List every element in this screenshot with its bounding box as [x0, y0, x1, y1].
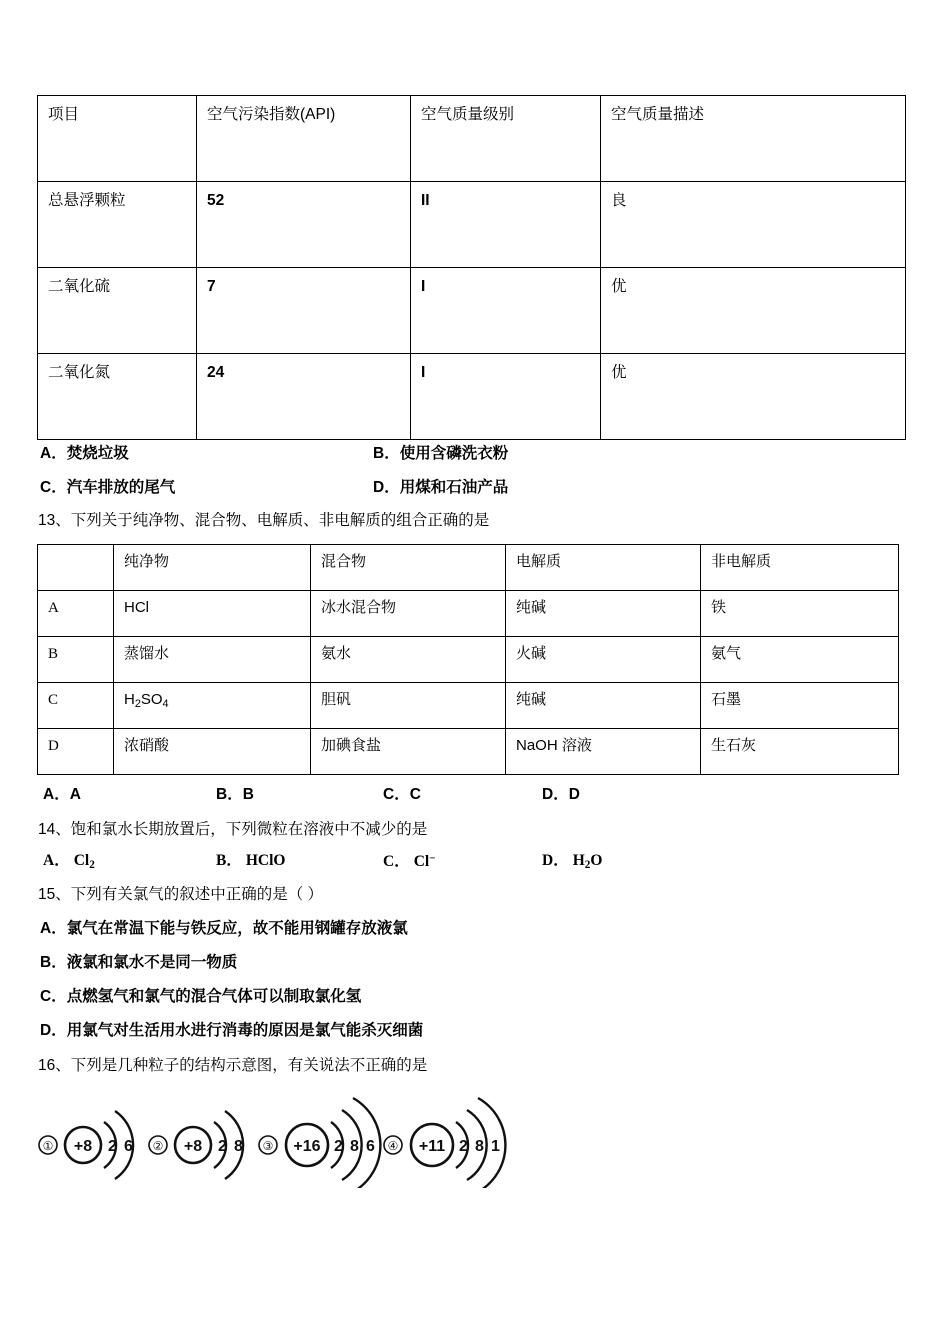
formula-h2so4: $H_2SO_4$ [124, 691, 169, 711]
atom-4-shell-3: 1 [491, 1138, 500, 1155]
q14-option-a-formula: $Cl_2$ [73, 852, 95, 872]
table-row [38, 182, 906, 268]
atom-4-shell-2: 8 [475, 1138, 484, 1155]
table-row [38, 354, 906, 440]
air-quality-table [37, 95, 906, 440]
cell-electrolyte: 纯碱 [506, 591, 701, 637]
header-cell-mixture: 混合物 [311, 545, 506, 591]
cell-pure: 蒸馏水 [114, 637, 311, 683]
cell-item: 总悬浮颗粒 [38, 182, 197, 268]
header-cell-desc: 空气质量描述 [601, 96, 906, 182]
cell-electrolyte: 火碱 [506, 637, 701, 683]
cell-pure: HCl [114, 591, 311, 637]
table-header-row [38, 96, 906, 182]
header-cell-electrolyte: 电解质 [506, 545, 701, 591]
cell-electrolyte: NaOH 溶液 [506, 729, 701, 775]
cell-row-letter: B [38, 637, 114, 683]
cell-nonelectrolyte: 生石灰 [701, 729, 899, 775]
cell-mixture: 氨水 [311, 637, 506, 683]
header-cell-api: 空气污染指数(API) [197, 96, 411, 182]
table-row [38, 268, 906, 354]
header-cell-item: 项目 [38, 96, 197, 182]
header-cell-pure: 纯净物 [114, 545, 311, 591]
atom-diagram-4-svg [381, 1088, 521, 1188]
q13-stem: 13、下列关于纯净物、混合物、电解质、非电解质的组合正确的是 [38, 512, 490, 529]
q14-option-b-label: B． [216, 852, 242, 869]
q14-option-d-label: D． [542, 852, 569, 869]
substances-table [37, 544, 899, 775]
q12-option-b[interactable]: B．使用含磷洗衣粉 [373, 445, 509, 462]
q13-option-b[interactable]: B．B [216, 786, 254, 803]
cell-nonelectrolyte: 石墨 [701, 683, 899, 729]
q14-stem: 14、饱和氯水长期放置后，下列微粒在溶液中不减少的是 [38, 821, 428, 838]
table-row [38, 637, 899, 683]
cell-electrolyte: 纯碱 [506, 683, 701, 729]
header-cell-level: 空气质量级别 [411, 96, 601, 182]
q12-option-a[interactable]: A．焚烧垃圾 [40, 445, 129, 462]
cell-api: 52 [197, 182, 411, 268]
atom-4-index: ④ [387, 1139, 399, 1153]
cell-desc: 优 [601, 268, 906, 354]
atom-diagram-4 [381, 1088, 521, 1188]
atom-diagram-2 [146, 1088, 266, 1188]
table-row [38, 683, 899, 729]
table-row [38, 591, 899, 637]
cell-mixture: 胆矾 [311, 683, 506, 729]
atom-3-shell-2: 8 [350, 1138, 359, 1155]
cell-desc: 优 [601, 354, 906, 440]
q12-option-d[interactable]: D．用煤和石油产品 [373, 479, 509, 496]
cell-level: I [411, 354, 601, 440]
cell-desc: 良 [601, 182, 906, 268]
atom-2-index: ② [152, 1139, 164, 1153]
cell-row-letter: A [38, 591, 114, 637]
atom-1-nucleus: +8 [73, 1138, 93, 1155]
q13-option-a[interactable]: A．A [43, 786, 81, 803]
cell-nonelectrolyte: 铁 [701, 591, 899, 637]
atom-diagram-1 [36, 1088, 156, 1188]
atom-diagram-3 [256, 1088, 396, 1188]
cell-pure: 浓硝酸 [114, 729, 311, 775]
table-header-row [38, 545, 899, 591]
cell-nonelectrolyte: 氨气 [701, 637, 899, 683]
q13-option-d[interactable]: D．D [542, 786, 580, 803]
atom-1-shell-2: 6 [124, 1138, 133, 1155]
q14-option-c[interactable] [383, 852, 436, 871]
atom-3-index: ③ [262, 1139, 274, 1153]
cell-mixture: 冰水混合物 [311, 591, 506, 637]
q14-option-d[interactable] [542, 852, 602, 872]
q12-option-c[interactable]: C．汽车排放的尾气 [40, 479, 176, 496]
atom-3-shell-1: 2 [334, 1138, 343, 1155]
q16-stem: 16、下列是几种粒子的结构示意图，有关说法不正确的是 [38, 1057, 428, 1074]
atom-1-index: ① [42, 1139, 54, 1153]
table-row [38, 729, 899, 775]
cell-level: I [411, 268, 601, 354]
atom-diagram-3-svg [256, 1088, 396, 1188]
q14-option-c-formula: Cl− [413, 852, 436, 870]
atom-1-shell-1: 2 [108, 1138, 117, 1155]
q14-option-b[interactable] [216, 852, 285, 871]
cell-row-letter: D [38, 729, 114, 775]
atom-2-shell-1: 2 [218, 1138, 227, 1155]
atom-2-nucleus: +8 [183, 1138, 203, 1155]
cell-row-letter: C [38, 683, 114, 729]
atomic-structure-diagrams [36, 1088, 506, 1188]
header-cell-nonelectrolyte: 非电解质 [701, 545, 899, 591]
q14-option-a[interactable] [43, 852, 95, 872]
atom-3-shell-3: 6 [366, 1138, 375, 1155]
q13-option-c[interactable]: C．C [383, 786, 421, 803]
cell-pure [114, 683, 311, 729]
q15-option-d[interactable]: D．用氯气对生活用水进行消毒的原因是氯气能杀灭细菌 [40, 1022, 424, 1039]
cell-api: 7 [197, 268, 411, 354]
cell-api: 24 [197, 354, 411, 440]
cell-level: II [411, 182, 601, 268]
q15-stem: 15、下列有关氯气的叙述中正确的是（ ） [38, 886, 324, 903]
cell-item: 二氧化氮 [38, 354, 197, 440]
atom-4-nucleus: +11 [418, 1138, 446, 1155]
q15-option-c[interactable]: C．点燃氢气和氯气的混合气体可以制取氯化氢 [40, 988, 362, 1005]
atom-diagram-2-svg [146, 1088, 266, 1188]
atom-diagram-1-svg [36, 1088, 156, 1188]
q14-option-b-formula: HClO [245, 852, 286, 869]
cell-mixture: 加碘食盐 [311, 729, 506, 775]
q14-option-d-formula: $H_2O$ [572, 852, 603, 872]
q14-option-a-label: A． [43, 852, 70, 869]
q15-option-b[interactable]: B．液氯和氯水不是同一物质 [40, 954, 238, 971]
header-cell-blank [38, 545, 114, 591]
atom-4-shell-1: 2 [459, 1138, 468, 1155]
q15-option-a[interactable]: A．氯气在常温下能与铁反应，故不能用钢罐存放液氯 [40, 920, 408, 937]
q14-option-c-label: C． [383, 852, 410, 870]
atom-2-shell-2: 8 [234, 1138, 243, 1155]
atom-3-nucleus: +16 [293, 1138, 321, 1155]
cell-item: 二氧化硫 [38, 268, 197, 354]
